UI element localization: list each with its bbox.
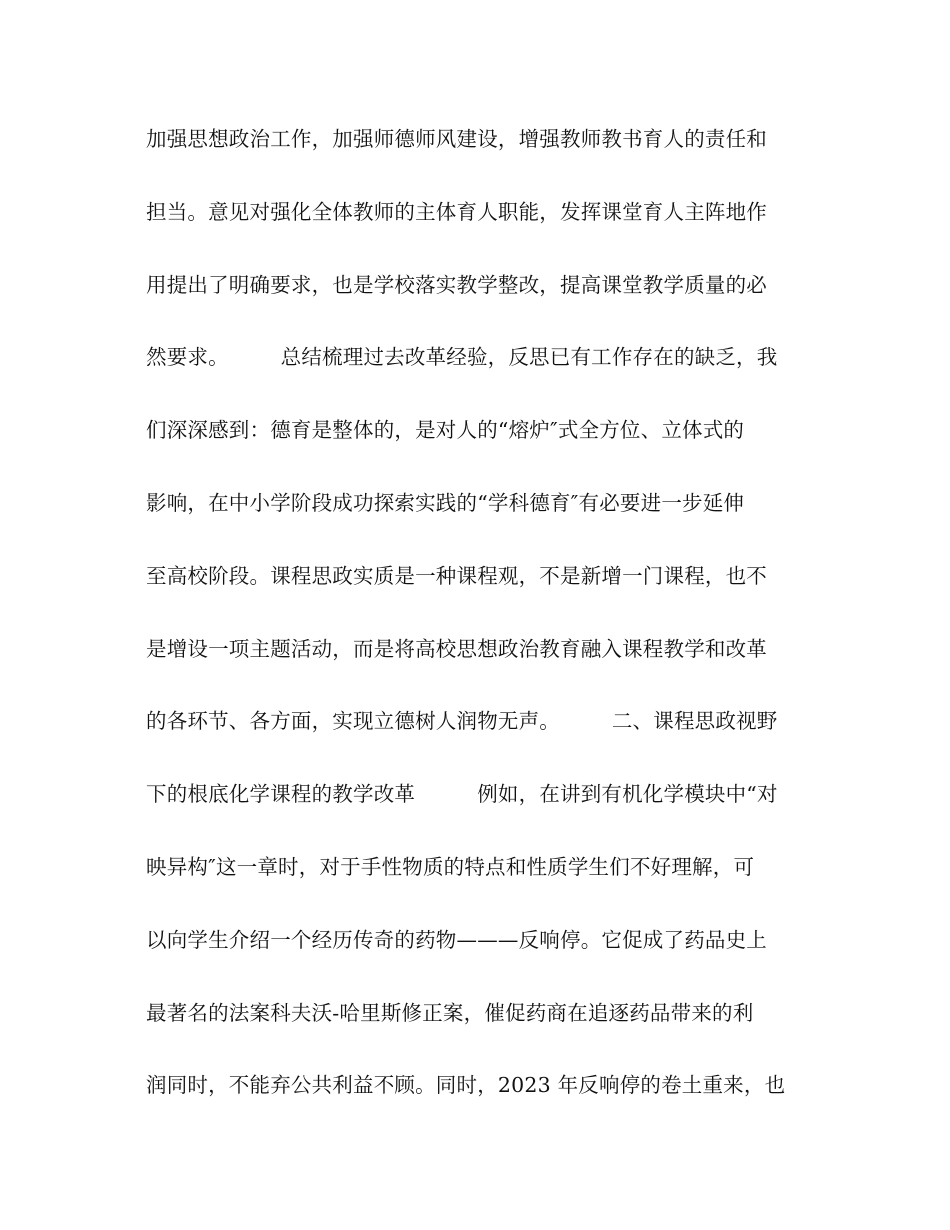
text-line-6: 影响，在中小学阶段成功探索实践的“学科德育″有必要进一步延伸 xyxy=(146,490,745,515)
text-line-12: 以向学生介绍一个经历传奇的药物———反响停。它促成了药品史上 xyxy=(146,927,767,952)
text-line-9: 的各环节、各方面，实现立德树人润物无声。 二、课程思政视野 xyxy=(146,709,778,734)
text-line-2: 担当。意见对强化全体教师的主体育人职能，发挥课堂育人主阵地作 xyxy=(146,199,767,224)
text-line-3: 用提出了明确要求，也是学校落实教学整改，提高课堂教学质量的必 xyxy=(146,272,767,297)
text-line-7: 至高校阶段。课程思政实质是一种课程观，不是新增一门课程，也不 xyxy=(146,563,767,588)
text-line-14: 润同时，不能弃公共利益不顾。同时，2023 年反响停的卷土重来，也 xyxy=(146,1073,786,1098)
text-line-4: 然要求。 总结梳理过去改革经验，反思已有工作存在的缺乏，我 xyxy=(146,345,778,370)
body-text xyxy=(146,123,806,1142)
text-line-5: 们深深感到：德育是整体的，是对人的“熔炉″式全方位、立体式的 xyxy=(146,418,745,443)
text-line-8: 是增设一项主题活动，而是将高校思想政治教育融入课程教学和改革 xyxy=(146,636,767,661)
text-line-13: 最著名的法案科夫沃-哈里斯修正案，催促药商在追逐药品带来的利 xyxy=(146,1000,754,1025)
text-line-1: 加强思想政治工作，加强师德师风建设，增强教师教书育人的责任和 xyxy=(146,127,767,151)
text-line-10: 下的根底化学课程的教学改革 例如，在讲到有机化学模块中“对 xyxy=(146,782,778,807)
text-line-11: 映异构″这一章时，对于手性物质的特点和性质学生们不好理解，可 xyxy=(146,854,755,879)
